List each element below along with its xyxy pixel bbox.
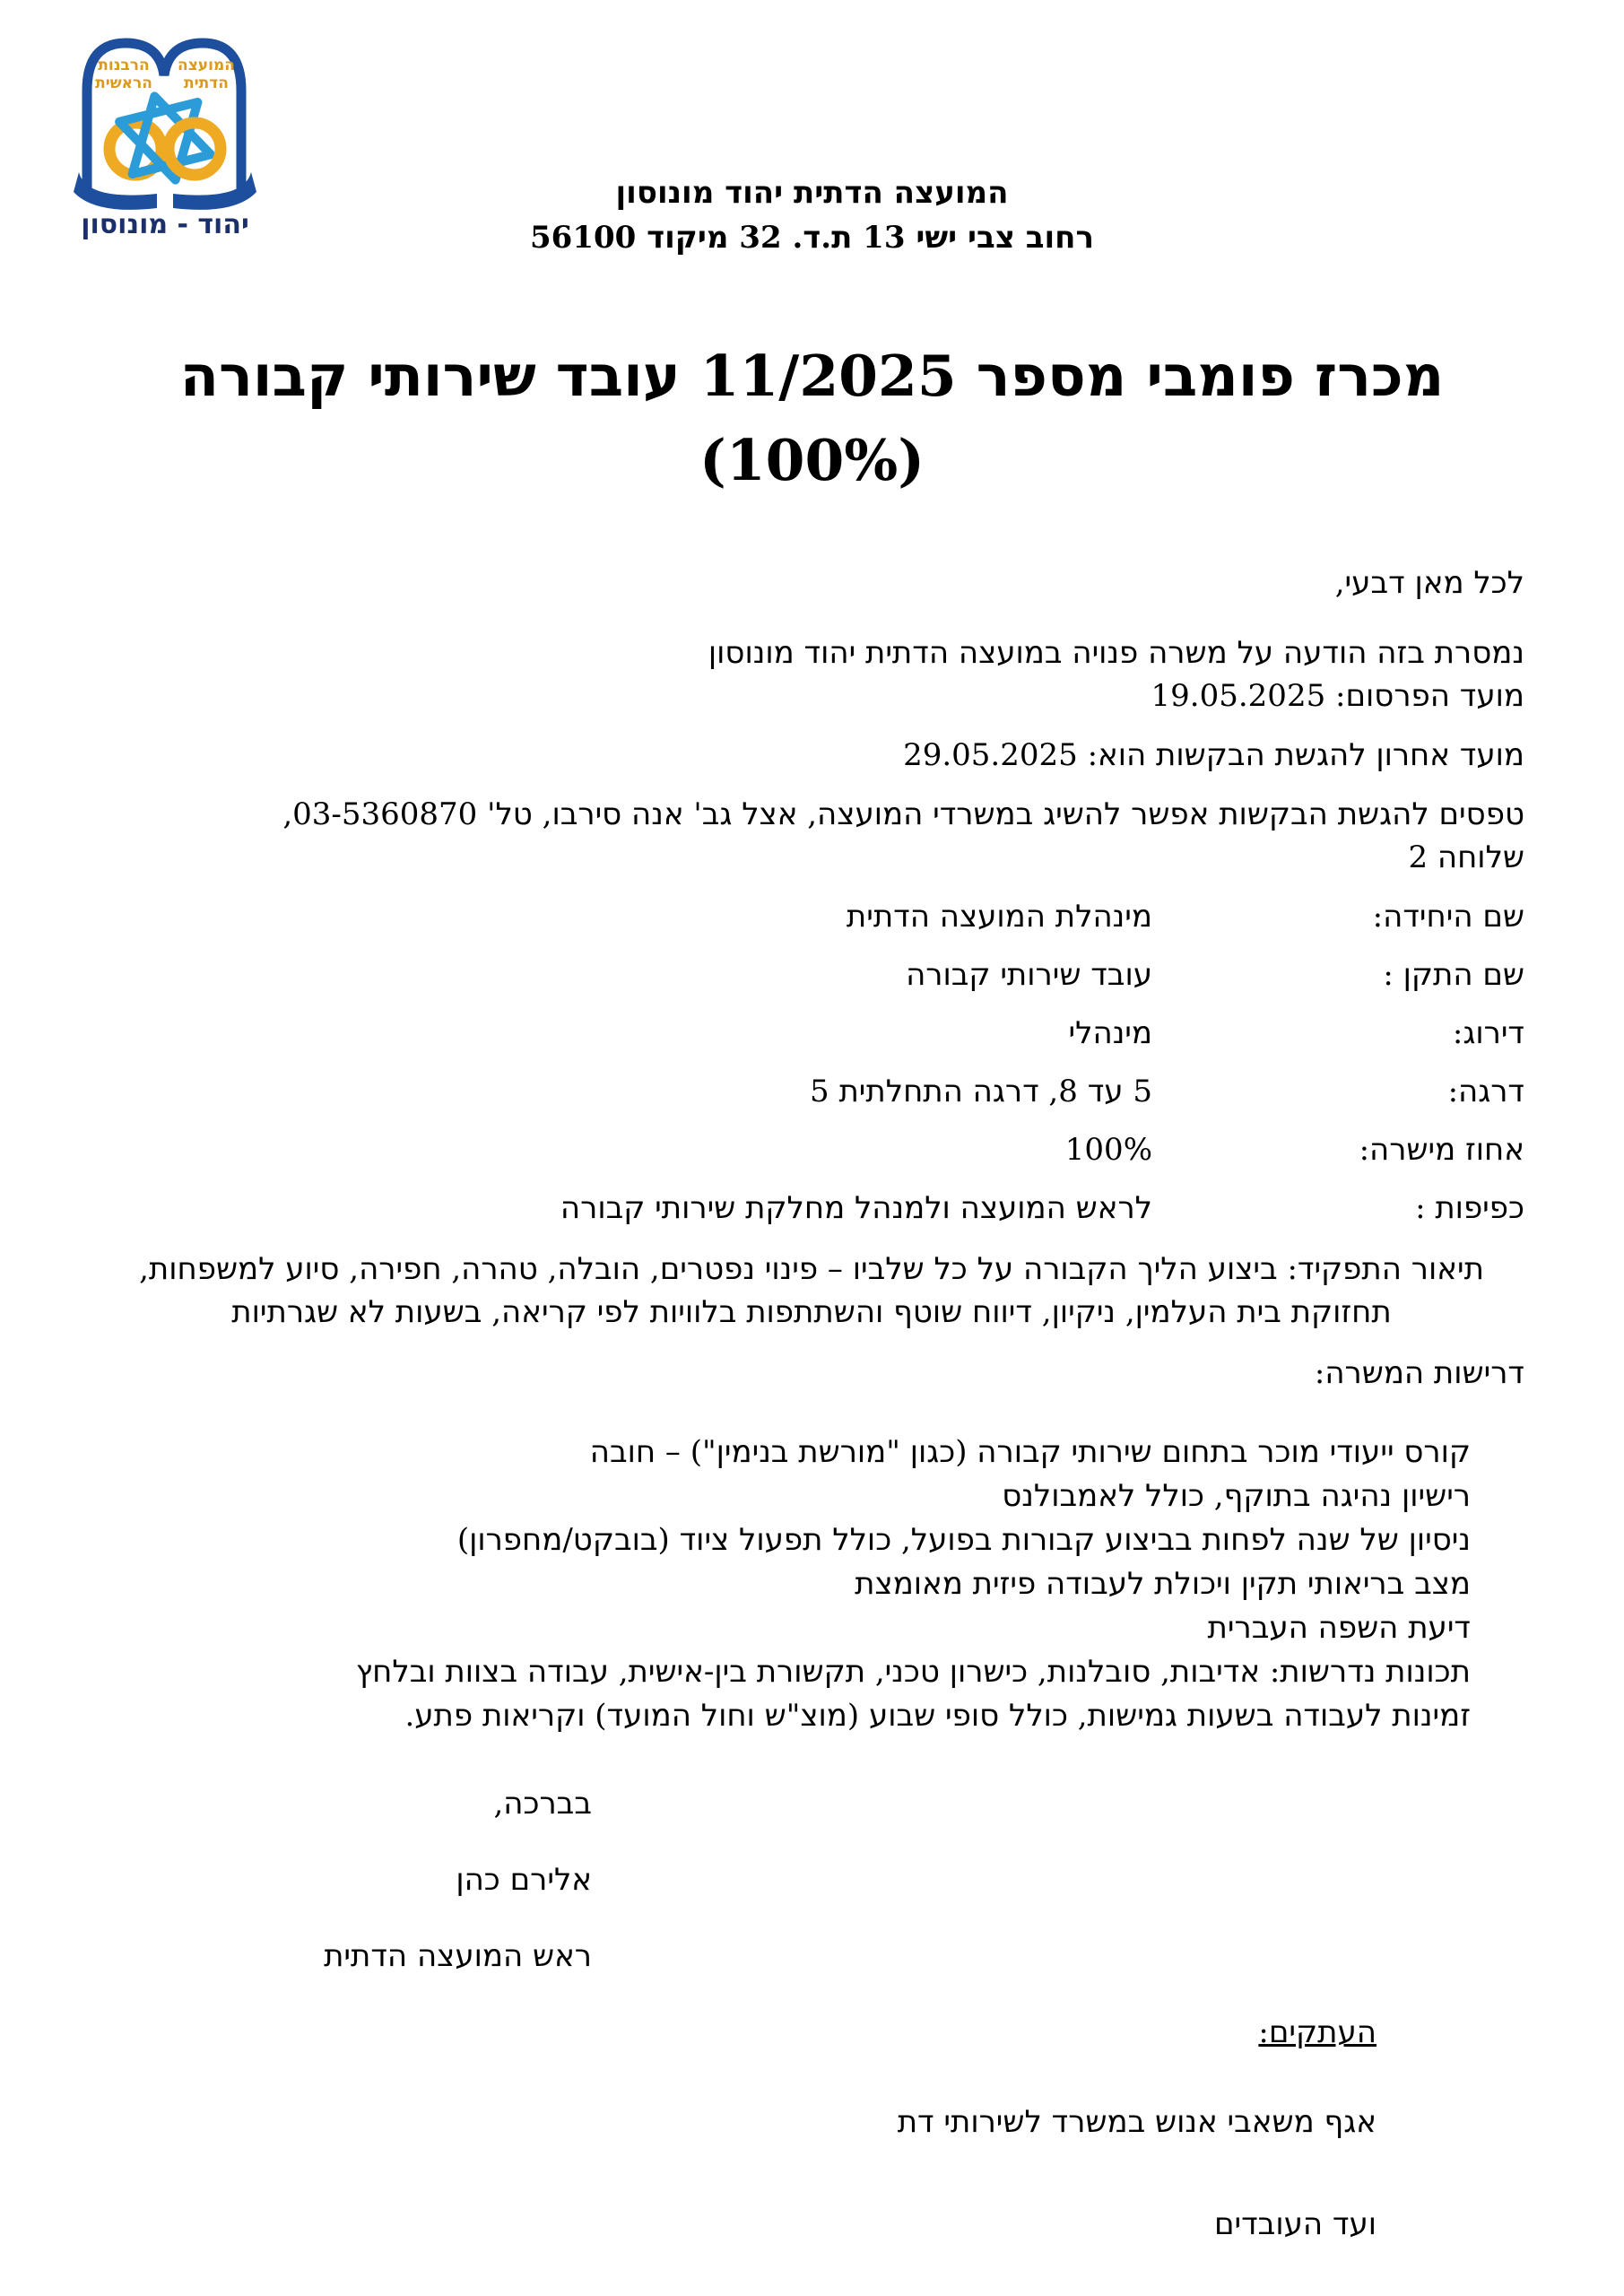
requirement-item: רישיון נהיגה בתוקף, כולל לאמבולנס [1002,1478,1471,1514]
copies-heading: העתקים: [1258,2014,1376,2050]
requirement-item: תכונות נדרשות: אדיבות, סובלנות, כישרון טכני, תקשורת בין-אישית, עבודה בצוות ובלחץ [355,1654,1471,1690]
field-value-grade: 5 עד 8, דרגה התחלתית 5 [810,1074,1152,1109]
tablet-text-right-2: הדתית [184,74,229,92]
letterhead-org-name: המועצה הדתית יהוד מונוסון [615,175,1009,211]
copies-block [99,2011,1376,2246]
field-row-unit [99,895,1524,938]
copies-item: אגף משאבי אנוש במשרד לשירותי דת [897,2104,1376,2140]
field-row-rating [99,1012,1524,1055]
requirement-item: קורס ייעודי מוכר בתחום שירותי קבורה (כגון "מורשת בנימין") – חובה [589,1434,1471,1470]
signature-block [99,1782,592,1978]
page-title-line2: (100%) [699,427,925,493]
forms-paragraph [99,793,1524,879]
field-row-reporting [99,1187,1524,1230]
tablet-text-left-1: הרבנות [98,57,150,74]
field-value-position: עובד שירותי קבורה [906,957,1152,993]
field-label-position: שם התקן : [1383,957,1524,993]
document-body [99,547,1524,2296]
field-label-grade: דרגה: [1447,1074,1524,1109]
field-row-position [99,953,1524,996]
requirement-item: דיעת השפה העברית [1207,1610,1471,1646]
announcement-paragraph [99,631,1524,718]
letterhead [0,170,1624,260]
letterhead-address: רחוב צבי ישי 13 ת.ד. 32 מיקוד 56100 [530,220,1094,256]
signature-name: אלירם כהן [456,1862,592,1898]
signature-role: ראש המועצה הדתית [324,1938,592,1974]
salutation: לכל מאן דבעי, [1334,565,1524,601]
requirements-heading: דרישות המשרה: [1314,1355,1524,1391]
forms-line2: שלוחה 2 [1408,839,1524,875]
page-title [0,334,1624,502]
field-value-percent: 100% [1064,1132,1152,1168]
field-value-rating: מינהלי [1068,1015,1152,1051]
field-label-reporting: כפיפות : [1415,1190,1524,1226]
copies-item: ועד העובדים [1213,2206,1376,2242]
loop-right-icon [169,123,221,175]
job-description: תיאור התפקיד: ביצוע הליך הקבורה על כל שלביו – פינוי נפטרים, הובלה, טהרה, חפירה, סיוע למשפחות, תחזוקת בית העלמין, ניקיון, דיווח שוטף והשתתפות בלוויות לפי קריאה, בשעות לא שגרתיות [139,1251,1484,1330]
field-row-percent [99,1128,1524,1171]
field-value-unit: מינהלת המועצה הדתית [846,899,1152,935]
tablet-text-right-1: המועצה [178,57,235,74]
announcement-line: נמסרת בזה הודעה על משרה פנויה במועצה הדתית יהוד מונוסון [708,635,1524,671]
field-label-rating: דירוג: [1452,1015,1524,1051]
signature-closing: בברכה, [493,1786,592,1822]
tablet-text-left-2: הראשית [95,74,152,92]
forms-line1: טפסים להגשת הבקשות אפשר להשיג במשרדי המועצה, אצל גב' אנה סירבו, טל' 03-5360870, [282,796,1524,832]
field-label-unit: שם היחידה: [1372,899,1524,935]
publish-date-line: מועד הפרסום: 19.05.2025 [1151,678,1524,714]
field-label-percent: אחוז מישרה: [1359,1132,1524,1168]
field-value-reporting: לראש המועצה ולמנהל מחלקת שירותי קבורה [560,1190,1152,1226]
logo-org-name: יהוד - מונוסון [81,209,249,240]
requirement-item: זמינות לעבודה בשעות גמישות, כולל סופי שבוע (מוצ"ש וחול המועד) וקריאות פתע. [404,1698,1471,1734]
deadline-line: מועד אחרון להגשת הבקשות הוא: 29.05.2025 [903,737,1524,773]
page-title-line1: מכרז פומבי מספר 11/2025 עובד שירותי קבורה [179,343,1445,409]
requirement-item: מצב בריאותי תקין ויכולת לעבודה פיזית מאומצת [855,1566,1471,1602]
requirement-item: ניסיון של שנה לפחות בביצוע קבורות בפועל, כולל תפעול ציוד (בובקט/מחפרון) [456,1522,1471,1558]
field-row-grade [99,1070,1524,1113]
requirements-list [143,1431,1471,1737]
position-fields [99,895,1524,1230]
